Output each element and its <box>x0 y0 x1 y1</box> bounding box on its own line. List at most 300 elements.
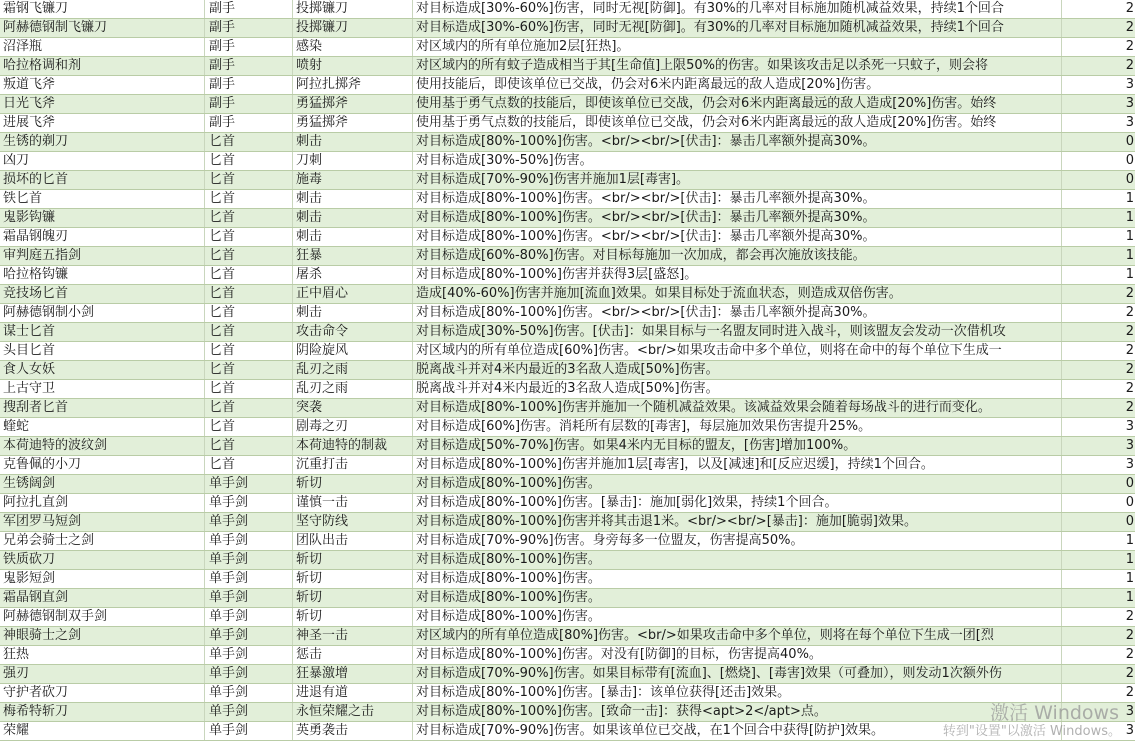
skill-name-text: 突袭 <box>296 400 323 415</box>
skill-name-text: 进退有道 <box>296 685 349 700</box>
skill-name-cell[interactable] <box>293 0 413 18</box>
tier-cell[interactable] <box>1062 209 1135 227</box>
item-type-text: 匕首 <box>209 172 236 187</box>
skill-name-text: 坚守防线 <box>296 514 349 529</box>
skill-description-cell[interactable] <box>413 285 1062 303</box>
item-name-text: 霜晶钢魄刃 <box>3 229 69 244</box>
skill-description-cell[interactable] <box>413 133 1062 151</box>
item-type-text: 单手剑 <box>209 552 249 567</box>
item-name-cell[interactable] <box>0 228 205 246</box>
skill-description-cell[interactable] <box>413 703 1062 721</box>
skill-description-text: 对区域内的所有单位造成[80%]伤害。<br/>如果攻击命中多个单位，则将在每个单位下生成一团[烈 <box>416 628 994 643</box>
table-row <box>0 323 1135 342</box>
item-type-text: 副手 <box>209 20 236 35</box>
skill-name-text: 感染 <box>296 39 323 54</box>
skill-description-cell[interactable] <box>413 418 1062 436</box>
item-type-text: 匕首 <box>209 457 236 472</box>
tier-text: 2 <box>1125 609 1134 624</box>
skill-description-cell[interactable] <box>413 304 1062 322</box>
item-type-cell[interactable] <box>205 19 293 37</box>
item-name-cell[interactable] <box>0 399 205 417</box>
skill-name-text: 阴险旋风 <box>296 343 349 358</box>
skill-name-cell[interactable] <box>293 342 413 360</box>
skill-description-text: 对目标造成[80%-100%]伤害并将其击退1米。<br/><br/>[暴击]：施加[脆弱]效果。 <box>416 514 917 529</box>
skill-name-text: 斩切 <box>296 590 323 605</box>
tier-cell[interactable] <box>1062 95 1135 113</box>
skill-name-cell[interactable] <box>293 551 413 569</box>
tier-cell[interactable] <box>1062 684 1135 702</box>
item-type-text: 单手剑 <box>209 476 249 491</box>
skill-name-cell[interactable] <box>293 152 413 170</box>
skill-description-cell[interactable] <box>413 342 1062 360</box>
skill-description-cell[interactable] <box>413 494 1062 512</box>
skill-name-cell[interactable] <box>293 228 413 246</box>
skill-description-cell[interactable] <box>413 76 1062 94</box>
table-row <box>0 361 1135 380</box>
tier-cell[interactable] <box>1062 38 1135 56</box>
skill-description-text: 对目标造成[60%]伤害。消耗所有层数的[毒害]，每层施加效果伤害提升25%。 <box>416 419 872 434</box>
table-row <box>0 437 1135 456</box>
item-type-cell[interactable] <box>205 228 293 246</box>
tier-text: 2 <box>1125 666 1134 681</box>
skill-name-cell[interactable] <box>293 38 413 56</box>
skill-description-cell[interactable] <box>413 209 1062 227</box>
item-name-cell[interactable] <box>0 513 205 531</box>
tier-text: 1 <box>1125 267 1134 282</box>
skill-name-cell[interactable] <box>293 437 413 455</box>
item-name-text: 荣耀 <box>3 723 30 738</box>
item-name-text: 霜晶钢直剑 <box>3 590 69 605</box>
item-type-text: 单手剑 <box>209 704 249 719</box>
item-type-cell[interactable] <box>205 684 293 702</box>
item-name-text: 阿赫德钢制飞镰刀 <box>3 20 108 35</box>
skill-name-cell[interactable] <box>293 684 413 702</box>
item-type-text: 匕首 <box>209 229 236 244</box>
item-type-cell[interactable] <box>205 608 293 626</box>
item-type-cell[interactable] <box>205 665 293 683</box>
tier-cell[interactable] <box>1062 266 1135 284</box>
skill-name-cell[interactable] <box>293 665 413 683</box>
item-name-cell[interactable] <box>0 494 205 512</box>
skill-name-text: 剧毒之刃 <box>296 419 349 434</box>
activation-watermark-title: 激活 Windows <box>990 702 1119 724</box>
tier-text: 2 <box>1125 1 1134 16</box>
item-type-text: 匕首 <box>209 324 236 339</box>
table-row <box>0 190 1135 209</box>
table-row <box>0 266 1135 285</box>
table-row <box>0 95 1135 114</box>
skill-name-cell[interactable] <box>293 95 413 113</box>
skill-name-text: 英勇袭击 <box>296 723 349 738</box>
skill-name-text: 喷射 <box>296 58 323 73</box>
tier-cell[interactable] <box>1062 285 1135 303</box>
table-row <box>0 665 1135 684</box>
tier-cell[interactable] <box>1062 665 1135 683</box>
skill-name-cell[interactable] <box>293 76 413 94</box>
skill-name-text: 谨慎一击 <box>296 495 349 510</box>
skill-name-cell[interactable] <box>293 323 413 341</box>
skill-name-cell[interactable] <box>293 19 413 37</box>
skill-name-cell[interactable] <box>293 646 413 664</box>
skill-description-cell[interactable] <box>413 266 1062 284</box>
tier-cell[interactable] <box>1062 380 1135 398</box>
skill-name-cell[interactable] <box>293 380 413 398</box>
item-name-cell[interactable] <box>0 665 205 683</box>
item-name-cell[interactable] <box>0 589 205 607</box>
tier-text: 2 <box>1125 381 1134 396</box>
item-type-cell[interactable] <box>205 551 293 569</box>
skill-description-cell[interactable] <box>413 247 1062 265</box>
item-type-text: 匕首 <box>209 343 236 358</box>
item-type-cell[interactable] <box>205 494 293 512</box>
item-type-cell[interactable] <box>205 703 293 721</box>
item-name-cell[interactable] <box>0 608 205 626</box>
tier-text: 2 <box>1125 647 1134 662</box>
skill-description-cell[interactable] <box>413 19 1062 37</box>
skill-name-cell[interactable] <box>293 266 413 284</box>
skill-description-cell[interactable] <box>413 570 1062 588</box>
item-name-cell[interactable] <box>0 0 205 18</box>
item-type-cell[interactable] <box>205 133 293 151</box>
table-row <box>0 418 1135 437</box>
item-name-cell[interactable] <box>0 190 205 208</box>
tier-cell[interactable] <box>1062 133 1135 151</box>
item-type-text: 匕首 <box>209 362 236 377</box>
item-name-text: 日光飞斧 <box>3 96 56 111</box>
item-type-text: 副手 <box>209 1 236 16</box>
skill-name-cell[interactable] <box>293 589 413 607</box>
skill-name-text: 惩击 <box>296 647 323 662</box>
skill-description-text: 对目标造成[80%-100%]伤害。 <box>416 609 601 624</box>
table-row <box>0 38 1135 57</box>
skill-description-text: 使用技能后，即使该单位已交战，仍会对6米内距离最远的敌人造成[20%]伤害。 <box>416 77 880 92</box>
tier-cell[interactable] <box>1062 494 1135 512</box>
skill-description-cell[interactable] <box>413 665 1062 683</box>
item-type-cell[interactable] <box>205 532 293 550</box>
skill-description-cell[interactable] <box>413 190 1062 208</box>
skill-name-cell[interactable] <box>293 57 413 75</box>
item-type-text: 单手剑 <box>209 628 249 643</box>
table-row <box>0 76 1135 95</box>
tier-cell[interactable] <box>1062 171 1135 189</box>
skill-description-cell[interactable] <box>413 475 1062 493</box>
item-type-text: 单手剑 <box>209 533 249 548</box>
item-type-text: 单手剑 <box>209 685 249 700</box>
skill-description-cell[interactable] <box>413 152 1062 170</box>
item-type-cell[interactable] <box>205 114 293 132</box>
skill-name-cell[interactable] <box>293 513 413 531</box>
skill-description-text: 对区域内的所有单位造成[60%]伤害。<br/>如果攻击命中多个单位，则将在命中的每个单位下生成一 <box>416 343 1002 358</box>
skill-name-cell[interactable] <box>293 247 413 265</box>
item-type-text: 单手剑 <box>209 666 249 681</box>
item-name-text: 上古守卫 <box>3 381 56 396</box>
tier-cell[interactable] <box>1062 627 1135 645</box>
item-type-text: 匕首 <box>209 438 236 453</box>
table-row <box>0 570 1135 589</box>
skill-name-cell[interactable] <box>293 475 413 493</box>
item-type-cell[interactable] <box>205 152 293 170</box>
skill-name-cell[interactable] <box>293 703 413 721</box>
item-name-cell[interactable] <box>0 361 205 379</box>
tier-cell[interactable] <box>1062 456 1135 474</box>
tier-cell[interactable] <box>1062 418 1135 436</box>
item-type-cell[interactable] <box>205 418 293 436</box>
tier-cell[interactable] <box>1062 19 1135 37</box>
tier-cell[interactable] <box>1062 190 1135 208</box>
skill-name-cell[interactable] <box>293 285 413 303</box>
skill-name-cell[interactable] <box>293 570 413 588</box>
item-type-cell[interactable] <box>205 570 293 588</box>
item-name-cell[interactable] <box>0 304 205 322</box>
skill-description-text: 对目标造成[80%-100%]伤害。 <box>416 476 601 491</box>
item-name-cell[interactable] <box>0 627 205 645</box>
skill-description-cell[interactable] <box>413 38 1062 56</box>
skill-name-cell[interactable] <box>293 418 413 436</box>
item-type-text: 匕首 <box>209 286 236 301</box>
skill-description-cell[interactable] <box>413 551 1062 569</box>
item-type-text: 单手剑 <box>209 495 249 510</box>
item-name-text: 铁质砍刀 <box>3 552 56 567</box>
item-name-text: 沼泽瓶 <box>3 39 43 54</box>
tier-cell[interactable] <box>1062 76 1135 94</box>
skill-name-cell[interactable] <box>293 361 413 379</box>
tier-cell[interactable] <box>1062 551 1135 569</box>
item-type-cell[interactable] <box>205 171 293 189</box>
item-name-text: 凶刀 <box>3 153 30 168</box>
item-type-cell[interactable] <box>205 437 293 455</box>
item-type-text: 匕首 <box>209 191 236 206</box>
item-name-text: 鬼影短剑 <box>3 571 56 586</box>
skill-name-cell[interactable] <box>293 171 413 189</box>
tier-cell[interactable] <box>1062 570 1135 588</box>
item-type-cell[interactable] <box>205 0 293 18</box>
item-type-text: 匕首 <box>209 400 236 415</box>
item-name-cell[interactable] <box>0 209 205 227</box>
item-type-cell[interactable] <box>205 95 293 113</box>
skill-description-text: 造成[40%-60%]伤害并施加[流血]效果。如果目标处于流血状态，则造成双倍伤害。 <box>416 286 902 301</box>
item-name-cell[interactable] <box>0 76 205 94</box>
skill-description-cell[interactable] <box>413 361 1062 379</box>
skill-name-cell[interactable] <box>293 304 413 322</box>
item-name-text: 审判庭五指剑 <box>3 248 82 263</box>
item-name-cell[interactable] <box>0 684 205 702</box>
skill-name-cell[interactable] <box>293 608 413 626</box>
item-type-cell[interactable] <box>205 646 293 664</box>
item-type-cell[interactable] <box>205 247 293 265</box>
item-name-cell[interactable] <box>0 323 205 341</box>
tier-cell[interactable] <box>1062 513 1135 531</box>
tier-cell[interactable] <box>1062 589 1135 607</box>
tier-cell[interactable] <box>1062 152 1135 170</box>
skill-description-cell[interactable] <box>413 608 1062 626</box>
skill-description-text: 对目标造成[70%-90%]伤害并施加1层[毒害]。 <box>416 172 690 187</box>
skill-description-cell[interactable] <box>413 627 1062 645</box>
tier-text: 2 <box>1125 20 1134 35</box>
item-type-cell[interactable] <box>205 209 293 227</box>
skill-description-cell[interactable] <box>413 437 1062 455</box>
skill-description-cell[interactable] <box>413 456 1062 474</box>
item-name-cell[interactable] <box>0 95 205 113</box>
skill-description-cell[interactable] <box>413 0 1062 18</box>
tier-text: 3 <box>1125 77 1134 92</box>
tier-cell[interactable] <box>1062 304 1135 322</box>
tier-cell[interactable] <box>1062 361 1135 379</box>
item-name-cell[interactable] <box>0 380 205 398</box>
tier-text: 1 <box>1125 248 1134 263</box>
table-row <box>0 608 1135 627</box>
table-row <box>0 304 1135 323</box>
skill-name-text: 阿拉扎掷斧 <box>296 77 362 92</box>
item-name-text: 叛道飞斧 <box>3 77 56 92</box>
item-name-cell[interactable] <box>0 437 205 455</box>
item-type-cell[interactable] <box>205 380 293 398</box>
item-name-cell[interactable] <box>0 722 205 740</box>
item-type-cell[interactable] <box>205 361 293 379</box>
item-name-cell[interactable] <box>0 266 205 284</box>
tier-cell[interactable] <box>1062 608 1135 626</box>
skill-name-cell[interactable] <box>293 532 413 550</box>
item-name-text: 头目匕首 <box>3 343 56 358</box>
skill-description-text: 对目标造成[60%-80%]伤害。对目标每施加一次加成，都会再次施放该技能。 <box>416 248 866 263</box>
skill-name-cell[interactable] <box>293 627 413 645</box>
item-type-cell[interactable] <box>205 456 293 474</box>
tier-cell[interactable] <box>1062 57 1135 75</box>
skill-description-cell[interactable] <box>413 684 1062 702</box>
item-type-cell[interactable] <box>205 513 293 531</box>
item-name-text: 生锈阔剑 <box>3 476 56 491</box>
skill-description-text: 使用基于勇气点数的技能后，即使该单位已交战，仍会对6米内距离最远的敌人造成[20%]伤害。始终 <box>416 96 997 111</box>
skill-name-text: 乱刃之雨 <box>296 362 349 377</box>
skill-name-cell[interactable] <box>293 722 413 740</box>
tier-text: 2 <box>1125 324 1134 339</box>
item-type-cell[interactable] <box>205 57 293 75</box>
skill-name-cell[interactable] <box>293 456 413 474</box>
item-type-text: 匕首 <box>209 210 236 225</box>
item-name-text: 食人女妖 <box>3 362 56 377</box>
item-name-cell[interactable] <box>0 703 205 721</box>
item-type-cell[interactable] <box>205 342 293 360</box>
item-type-cell[interactable] <box>205 589 293 607</box>
table-row <box>0 627 1135 646</box>
item-type-cell[interactable] <box>205 38 293 56</box>
skill-description-text: 对目标造成[80%-100%]伤害。<br/><br/>[伏击]：暴击几率额外提高30%。 <box>416 210 876 225</box>
item-name-cell[interactable] <box>0 38 205 56</box>
item-type-cell[interactable] <box>205 76 293 94</box>
item-name-cell[interactable] <box>0 551 205 569</box>
item-type-cell[interactable] <box>205 323 293 341</box>
item-name-cell[interactable] <box>0 342 205 360</box>
skill-description-cell[interactable] <box>413 646 1062 664</box>
skill-description-text: 脱离战斗并对4米内最近的3名敌人造成[50%]伤害。 <box>416 362 719 377</box>
skill-description-cell[interactable] <box>413 57 1062 75</box>
item-type-cell[interactable] <box>205 285 293 303</box>
tier-cell[interactable] <box>1062 228 1135 246</box>
item-name-cell[interactable] <box>0 418 205 436</box>
skill-name-cell[interactable] <box>293 133 413 151</box>
item-name-text: 霜钢飞镰刀 <box>3 1 69 16</box>
item-type-text: 副手 <box>209 115 236 130</box>
tier-text: 2 <box>1125 39 1134 54</box>
skill-description-cell[interactable] <box>413 171 1062 189</box>
skill-description-cell[interactable] <box>413 95 1062 113</box>
skill-description-cell[interactable] <box>413 228 1062 246</box>
skill-name-text: 刺击 <box>296 305 323 320</box>
tier-cell[interactable] <box>1062 323 1135 341</box>
tier-cell[interactable] <box>1062 646 1135 664</box>
tier-text: 3 <box>1125 704 1134 719</box>
skill-description-cell[interactable] <box>413 532 1062 550</box>
item-name-cell[interactable] <box>0 646 205 664</box>
tier-text: 3 <box>1125 723 1134 738</box>
item-type-cell[interactable] <box>205 190 293 208</box>
skill-name-cell[interactable] <box>293 494 413 512</box>
skill-description-cell[interactable] <box>413 399 1062 417</box>
item-type-text: 副手 <box>209 39 236 54</box>
skill-name-cell[interactable] <box>293 399 413 417</box>
table-row <box>0 399 1135 418</box>
item-name-cell[interactable] <box>0 57 205 75</box>
tier-cell[interactable] <box>1062 342 1135 360</box>
item-name-cell[interactable] <box>0 133 205 151</box>
tier-cell[interactable] <box>1062 437 1135 455</box>
item-name-cell[interactable] <box>0 114 205 132</box>
item-type-cell[interactable] <box>205 722 293 740</box>
item-name-cell[interactable] <box>0 152 205 170</box>
skill-name-cell[interactable] <box>293 209 413 227</box>
skill-description-text: 对目标造成[80%-100%]伤害。[致命一击]：获得<apt>2</apt>点。 <box>416 704 827 719</box>
item-name-cell[interactable] <box>0 532 205 550</box>
skill-description-text: 脱离战斗并对4米内最近的3名敌人造成[50%]伤害。 <box>416 381 719 396</box>
item-type-cell[interactable] <box>205 627 293 645</box>
skill-description-cell[interactable] <box>413 323 1062 341</box>
skill-description-cell[interactable] <box>413 114 1062 132</box>
item-type-cell[interactable] <box>205 304 293 322</box>
item-name-cell[interactable] <box>0 475 205 493</box>
skill-description-cell[interactable] <box>413 589 1062 607</box>
item-name-cell[interactable] <box>0 570 205 588</box>
skill-description-text: 对目标造成[80%-100%]伤害。对没有[防御]的目标，伤害提高40%。 <box>416 647 822 662</box>
tier-cell[interactable] <box>1062 475 1135 493</box>
tier-text: 1 <box>1125 590 1134 605</box>
skill-description-text: 对目标造成[80%-100%]伤害。 <box>416 571 601 586</box>
item-name-cell[interactable] <box>0 19 205 37</box>
item-type-cell[interactable] <box>205 399 293 417</box>
skill-name-cell[interactable] <box>293 114 413 132</box>
skill-name-text: 攻击命令 <box>296 324 349 339</box>
tier-cell[interactable] <box>1062 532 1135 550</box>
item-type-cell[interactable] <box>205 266 293 284</box>
table-row <box>0 285 1135 304</box>
tier-cell[interactable] <box>1062 247 1135 265</box>
skill-name-text: 施毒 <box>296 172 323 187</box>
tier-cell[interactable] <box>1062 114 1135 132</box>
skill-name-cell[interactable] <box>293 190 413 208</box>
skill-description-text: 对区域内的所有单位施加2层[狂热]。 <box>416 39 630 54</box>
item-name-cell[interactable] <box>0 456 205 474</box>
skill-name-text: 狂暴激增 <box>296 666 349 681</box>
skill-description-text: 对目标造成[80%-100%]伤害。[暴击]：施加[弱化]效果，持续1个回合。 <box>416 495 838 510</box>
item-name-cell[interactable] <box>0 247 205 265</box>
skill-name-text: 刀刺 <box>296 153 323 168</box>
tier-cell[interactable] <box>1062 0 1135 18</box>
item-name-text: 阿拉扎直剑 <box>3 495 69 510</box>
item-name-cell[interactable] <box>0 285 205 303</box>
skill-description-cell[interactable] <box>413 380 1062 398</box>
skill-description-cell[interactable] <box>413 513 1062 531</box>
tier-cell[interactable] <box>1062 399 1135 417</box>
item-name-cell[interactable] <box>0 171 205 189</box>
item-type-cell[interactable] <box>205 475 293 493</box>
